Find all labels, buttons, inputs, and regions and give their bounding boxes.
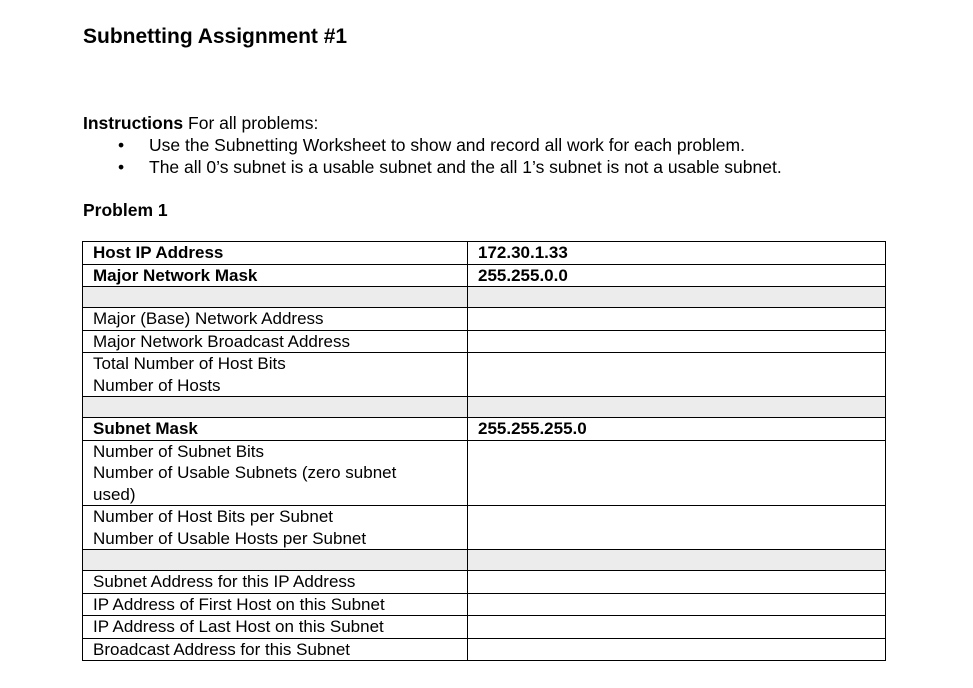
host-ip-label: Host IP Address bbox=[93, 243, 224, 262]
instructions-list bbox=[83, 134, 782, 178]
subnet-address-label: Subnet Address for this IP Address bbox=[93, 572, 356, 591]
spacer-row bbox=[83, 550, 886, 571]
subnet-broadcast-label: Broadcast Address for this Subnet bbox=[83, 638, 467, 661]
answer-cell[interactable] bbox=[468, 571, 886, 661]
table-row bbox=[83, 418, 886, 550]
total-host-bits-label: Total Number of Host Bits bbox=[83, 352, 467, 375]
instructions-intro: For all problems: bbox=[188, 113, 319, 133]
spacer-row bbox=[83, 397, 886, 418]
list-item bbox=[83, 156, 782, 178]
table-row bbox=[83, 571, 886, 661]
cell-value bbox=[468, 242, 886, 287]
cell-label bbox=[83, 242, 468, 287]
bullet-icon: • bbox=[118, 157, 125, 177]
usable-hosts-label: Number of Usable Hosts per Subnet bbox=[93, 528, 367, 548]
subnet-bits-label: Number of Subnet Bits bbox=[93, 441, 265, 461]
last-host-label: IP Address of Last Host on this Subnet bbox=[83, 615, 467, 638]
instructions-block bbox=[83, 112, 782, 178]
spacer-row bbox=[83, 287, 886, 308]
list-item bbox=[83, 134, 782, 156]
table-row bbox=[83, 308, 886, 397]
base-network-label: Major (Base) Network Address bbox=[93, 309, 324, 328]
answer-cell[interactable] bbox=[468, 308, 886, 397]
answer-cell[interactable] bbox=[468, 418, 886, 550]
host-ip-value: 172.30.1.33 bbox=[478, 243, 568, 262]
major-mask-value: 255.255.0.0 bbox=[468, 264, 885, 287]
subnet-mask-label: Subnet Mask bbox=[93, 419, 198, 438]
table-row bbox=[83, 242, 886, 287]
first-host-label: IP Address of First Host on this Subnet bbox=[83, 593, 467, 616]
page-title: Subnetting Assignment #1 bbox=[83, 25, 348, 48]
instructions-heading bbox=[83, 112, 782, 134]
usable-subnets-label: Number of Usable Subnets (zero subnet used) bbox=[93, 463, 397, 504]
cell-label bbox=[83, 308, 468, 397]
instructions-label: Instructions bbox=[83, 113, 184, 133]
cell-label bbox=[83, 571, 468, 661]
number-of-hosts-label: Number of Hosts bbox=[93, 375, 221, 395]
cell-label bbox=[83, 418, 468, 550]
problem-heading: Problem 1 bbox=[83, 200, 168, 220]
host-bits-per-subnet-label: Number of Host Bits per Subnet bbox=[93, 507, 334, 526]
worksheet-table bbox=[82, 241, 886, 661]
subnet-mask-value: 255.255.255.0 bbox=[478, 419, 587, 438]
instruction-text: Use the Subnetting Worksheet to show and record all work for each problem. bbox=[149, 135, 745, 155]
major-broadcast-label: Major Network Broadcast Address bbox=[83, 330, 467, 353]
major-mask-label: Major Network Mask bbox=[83, 264, 467, 287]
bullet-icon: • bbox=[118, 135, 125, 155]
instruction-text: The all 0’s subnet is a usable subnet and the all 1’s subnet is not a usable subnet. bbox=[149, 157, 782, 177]
